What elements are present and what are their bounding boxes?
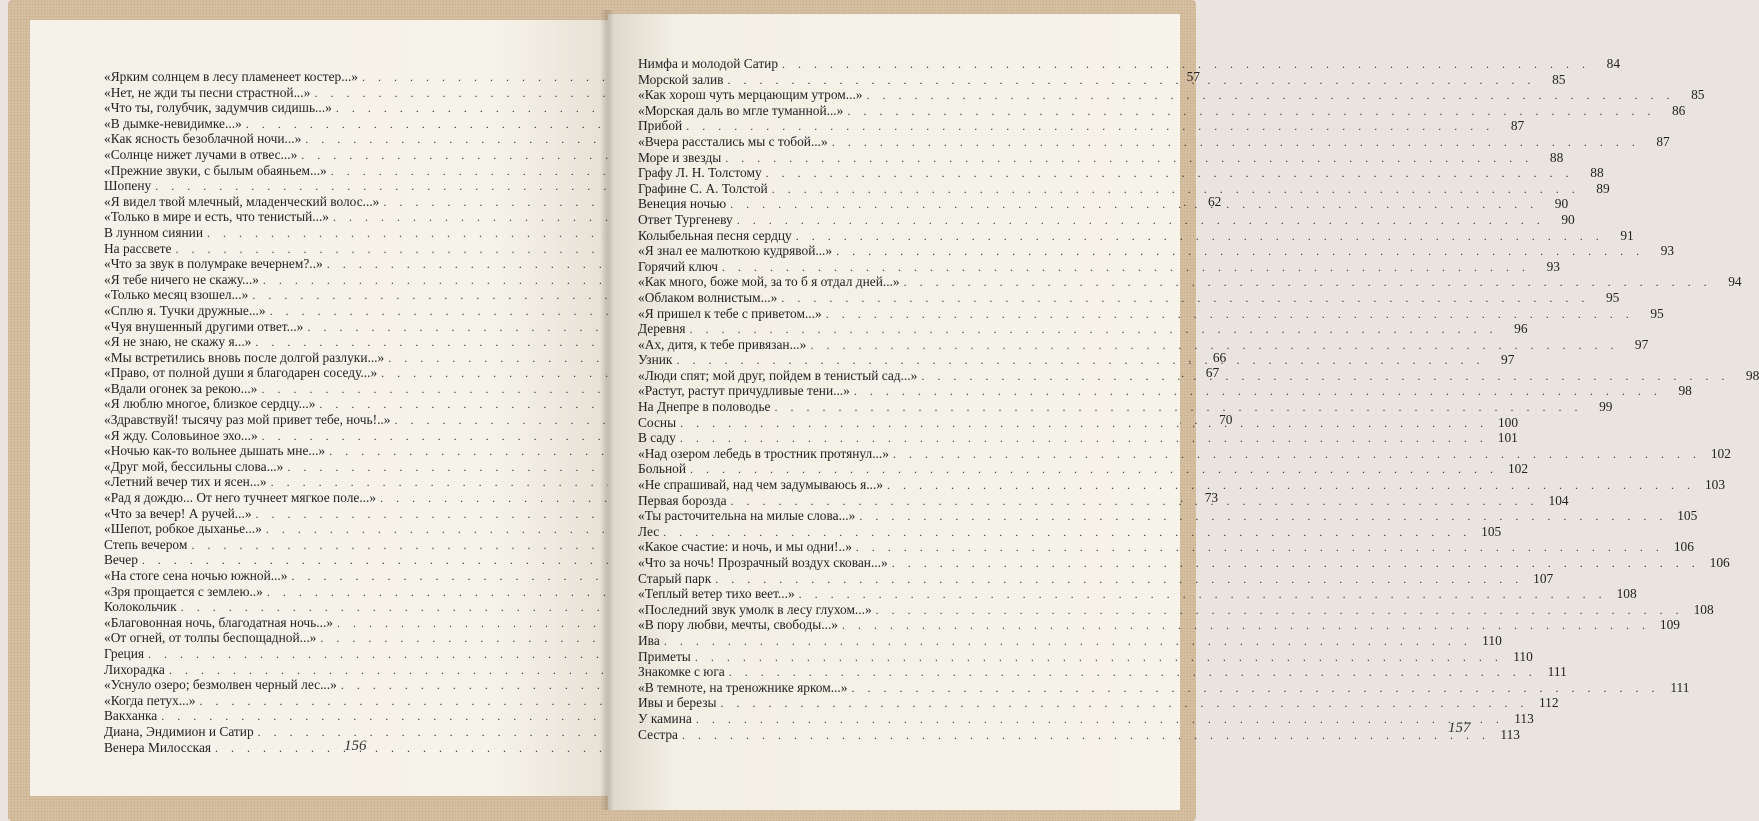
toc-entry xyxy=(638,56,1621,72)
toc-entry-title: «Вчера расстались мы с тобой...» xyxy=(638,133,828,149)
toc-entry-title: «Что за вечер! А ручей...» xyxy=(104,505,252,521)
toc-entry xyxy=(104,303,552,319)
toc-entry xyxy=(638,305,1664,322)
toc-entry xyxy=(104,116,552,132)
toc-entry xyxy=(638,695,1559,711)
toc-entry-title: «Я пришел к тебе с приветом...» xyxy=(638,305,822,321)
dot-leader xyxy=(730,197,1538,213)
toc-entry-title: На рассвете xyxy=(104,240,172,256)
toc-entry-title: «Только месяц взошел...» xyxy=(104,287,249,303)
toc-entry-page: 104 xyxy=(1548,492,1569,508)
toc-entry-title: «Ах, дитя, к тебе привязан...» xyxy=(638,336,807,352)
toc-entry xyxy=(104,708,552,724)
dot-leader xyxy=(696,712,1504,728)
dot-leader xyxy=(690,462,1498,478)
toc-entry-title: Морской залив xyxy=(638,71,724,87)
dot-leader xyxy=(731,494,1539,510)
toc-entry-title: На Днепре в половодье xyxy=(638,399,771,415)
toc-entry xyxy=(104,724,552,740)
toc-entry-title: «Уснуло озеро; безмолвен черный лес...» xyxy=(104,677,337,693)
toc-entry-page: 95 xyxy=(1605,289,1620,305)
dot-leader xyxy=(842,618,1650,634)
toc-entry-title: «Сплю я. Тучки дружные...» xyxy=(104,302,266,318)
toc-entry xyxy=(638,539,1694,555)
dot-leader xyxy=(766,166,1574,182)
toc-entry xyxy=(638,180,1610,197)
toc-entry-page: 112 xyxy=(1538,695,1559,711)
toc-entry-page: 67 xyxy=(1205,365,1220,381)
dot-leader xyxy=(892,556,1700,572)
toc-entry-title: «Не спрашивай, над чем задумываюсь я...» xyxy=(638,477,884,493)
toc-entry xyxy=(638,87,1705,103)
dot-leader xyxy=(680,416,1488,432)
toc-entry-title: «В дымке-невидимке...» xyxy=(104,115,242,131)
toc-entry-page: 88 xyxy=(1590,165,1604,181)
toc-entry-title: Первая борозда xyxy=(638,492,727,508)
toc-entry-page: 110 xyxy=(1482,632,1502,648)
toc-entry-title: «Я жду. Соловьиное эхо...» xyxy=(104,427,258,443)
toc-entry-title: «В пору любви, мечты, свободы...» xyxy=(638,617,838,633)
toc-entry-page: 87 xyxy=(1656,133,1670,149)
toc-entry-title: «Зря прощается с землею..» xyxy=(104,583,263,599)
toc-entry-title: «Прежние звуки, с былым обаяньем...» xyxy=(104,162,327,178)
toc-entry-page: 93 xyxy=(1546,258,1560,274)
toc-entry-title: «Солнце нижет лучами в отвес...» xyxy=(104,146,298,162)
toc-entry-title: «Только в мире и есть, что тенистый...» xyxy=(104,209,330,225)
toc-entry-title: Ответ Тургеневу xyxy=(638,211,733,227)
toc-entry-page: 106 xyxy=(1709,555,1730,570)
toc-entry-title: Сестра xyxy=(638,726,678,742)
dot-leader xyxy=(721,696,1529,712)
toc-entry xyxy=(638,664,1567,680)
dot-leader xyxy=(856,540,1664,556)
page-number-left: 156 xyxy=(344,738,367,754)
toc-entry xyxy=(104,584,552,600)
dot-leader xyxy=(682,728,1490,744)
toc-entry-title: Больной xyxy=(638,461,687,477)
toc-entry-title: «Право, от полной души я благодарен соседу...» xyxy=(104,365,378,381)
toc-entry-page: 95 xyxy=(1650,305,1664,321)
toc-entry xyxy=(638,445,1731,462)
toc-entry xyxy=(104,568,552,584)
dot-leader xyxy=(782,57,1590,73)
toc-entry-page: 107 xyxy=(1533,570,1554,586)
toc-entry-page: 86 xyxy=(1671,102,1686,118)
dot-leader xyxy=(695,650,1503,666)
toc-entry-page: 113 xyxy=(1500,726,1520,742)
dot-leader xyxy=(851,681,1659,697)
dot-leader xyxy=(690,322,1498,338)
toc-entry-title: «Я люблю многое, близкое сердцу...» xyxy=(104,396,316,412)
toc-entry-title: «Последний звук умолк в лесу глухом...» xyxy=(638,601,872,617)
toc-entry xyxy=(104,256,552,272)
toc-entry-title: Нимфа и молодой Сатир xyxy=(638,56,779,71)
toc-entry-page: 93 xyxy=(1660,243,1675,259)
toc-entry-title: «Рад я дождю... От него тучнеет мягкое поле...» xyxy=(104,490,377,506)
toc-entry-page: 109 xyxy=(1659,617,1680,633)
toc-entry xyxy=(104,521,552,537)
dot-leader xyxy=(893,447,1701,463)
toc-entry-page: 62 xyxy=(1207,193,1222,209)
toc-entry-title: В саду xyxy=(638,430,676,446)
toc-entry-page: 94 xyxy=(1728,274,1742,290)
toc-entry xyxy=(638,648,1533,665)
toc-entry-page: 88 xyxy=(1549,149,1564,165)
toc-entry-page: 111 xyxy=(1670,679,1690,695)
toc-entry-page: 89 xyxy=(1596,180,1610,196)
dot-leader xyxy=(847,104,1655,120)
toc-entry-title: «Что ты, голубчик, задумчив сидишь...» xyxy=(104,100,332,116)
toc-entry-page: 85 xyxy=(1552,71,1566,87)
toc-entry-title: «Нет, не жди ты песни страстной...» xyxy=(104,84,311,100)
dot-leader xyxy=(722,260,1530,276)
toc-entry-title: «Когда петух...» xyxy=(104,692,196,708)
toc-entry-title: «В темноте, на треножнике ярком...» xyxy=(638,679,848,695)
toc-entry-title: «Я знал ее малюткою кудрявой...» xyxy=(638,243,833,259)
toc-entry xyxy=(638,399,1613,415)
toc-entry-title: Деревня xyxy=(638,321,686,337)
toc-entry-title: «Благовонная ночь, благодатная ночь...» xyxy=(104,614,333,630)
dot-leader xyxy=(781,291,1589,307)
toc-entry-page: 70 xyxy=(1219,412,1233,428)
dot-leader xyxy=(904,275,1712,291)
dot-leader xyxy=(676,353,1484,369)
toc-entry xyxy=(638,243,1675,259)
toc-entry-page: 57 xyxy=(1186,69,1200,84)
toc-entry-page: 99 xyxy=(1599,399,1613,415)
toc-entry xyxy=(104,163,552,179)
toc-entry-title: «Морская даль во мгле туманной...» xyxy=(638,102,844,118)
dot-leader xyxy=(664,634,1472,650)
toc-entry-title: «Люди спят; мой друг, пойдем в тенистый сад...» xyxy=(638,367,918,383)
toc-entry xyxy=(638,258,1560,275)
dot-leader xyxy=(867,88,1675,104)
dot-leader xyxy=(737,213,1545,229)
toc-entry xyxy=(104,147,552,163)
toc-entry xyxy=(638,601,1714,618)
toc-entry xyxy=(104,740,552,756)
toc-entry xyxy=(104,630,552,646)
toc-entry xyxy=(104,287,552,303)
toc-entry-page: 106 xyxy=(1673,539,1694,555)
toc-entry-page: 97 xyxy=(1501,352,1515,368)
toc-entry xyxy=(638,508,1698,524)
toc-entry xyxy=(638,102,1686,119)
dot-leader xyxy=(859,509,1667,525)
toc-entry xyxy=(638,149,1564,166)
toc-entry-title: У камина xyxy=(638,710,692,726)
toc-entry-title: Лес xyxy=(638,523,660,539)
toc-entry-title: «Я тебе ничего не скажу...» xyxy=(104,271,259,287)
dot-leader xyxy=(799,587,1607,603)
toc-entry-title: Венера Милосская xyxy=(104,739,212,755)
dot-leader xyxy=(775,400,1583,416)
toc-entry-page: 66 xyxy=(1212,349,1227,365)
toc-entry xyxy=(638,570,1554,587)
toc-entry-title: «Вдали огонек за рекою...» xyxy=(104,380,258,396)
toc-entry-title: «Я видел твой млечный, младенческий волос...» xyxy=(104,193,380,209)
toc-entry xyxy=(104,552,552,568)
toc-entry xyxy=(638,523,1502,540)
toc-entry-title: Узник xyxy=(638,352,673,368)
toc-entry xyxy=(104,319,552,335)
toc-entry xyxy=(104,272,552,288)
toc-entry-title: Графине С. А. Толстой xyxy=(638,180,768,196)
dot-leader xyxy=(725,151,1533,167)
toc-entry-title: «От огней, от толпы беспощадной...» xyxy=(104,630,317,646)
toc-entry xyxy=(638,679,1690,696)
toc-entry-title: Приметы xyxy=(638,648,691,664)
toc-entry-title: «Как хорош чуть мерцающим утром...» xyxy=(638,87,863,103)
toc-entry-title: «Ночью как-то вольнее дышать мне...» xyxy=(104,443,326,459)
toc-entry-title: Вакханка xyxy=(104,708,158,724)
dot-leader xyxy=(686,119,1494,135)
toc-entry-title: В лунном сиянии xyxy=(104,224,204,240)
toc-entry xyxy=(104,459,552,475)
toc-entry-title: Прибой xyxy=(638,118,683,134)
toc-entry xyxy=(104,85,552,101)
toc-entry-title: Венеция ночью xyxy=(638,196,727,212)
toc-entry-page: 102 xyxy=(1710,445,1731,461)
toc-entry xyxy=(638,321,1528,337)
toc-entry-title: Вечер xyxy=(104,552,138,568)
toc-entry-title: «Растут, растут причудливые тени...» xyxy=(638,383,850,399)
dot-leader xyxy=(810,338,1618,354)
dot-leader xyxy=(832,135,1640,151)
toc-entry-page: 105 xyxy=(1677,508,1698,524)
dot-leader xyxy=(715,572,1523,588)
toc-entry xyxy=(104,615,552,631)
toc-entry-page: 90 xyxy=(1561,211,1575,227)
toc-entry xyxy=(638,617,1680,633)
toc-entry-title: Степь вечером xyxy=(104,536,188,552)
toc-entry-title: Колокольчик xyxy=(104,599,177,615)
toc-entry-title: «Ярким солнцем в лесу пламенеет костер...» xyxy=(104,69,358,84)
toc-entry-page: 110 xyxy=(1513,648,1533,664)
toc-entry xyxy=(638,227,1634,244)
dot-leader xyxy=(836,244,1644,260)
toc-entry-title: Сосны xyxy=(638,414,677,430)
toc-entry xyxy=(104,241,552,257)
toc-entry-title: «Друг мой, бессильны слова...» xyxy=(104,458,284,474)
toc-entry-title: Графу Л. Н. Толстому xyxy=(638,165,762,181)
toc-entry xyxy=(104,334,552,350)
toc-entry xyxy=(638,336,1649,353)
toc-entry xyxy=(638,555,1730,571)
toc-entry-page: 73 xyxy=(1204,490,1219,506)
toc-entry-title: «Здравствуй! тысячу раз мой привет тебе, ночь!..» xyxy=(104,412,391,428)
toc-entry-page: 98 xyxy=(1678,383,1692,399)
toc-entry xyxy=(104,396,552,412)
toc-entry-title: «Как ясность безоблачной ночи...» xyxy=(104,131,302,147)
toc-entry xyxy=(638,586,1637,602)
toc-entry-title: Диана, Эндимион и Сатир xyxy=(104,723,254,739)
toc-entry-title: «На стоге сена ночью южной...» xyxy=(104,568,288,583)
dot-leader xyxy=(680,431,1488,447)
toc-entry xyxy=(638,289,1620,306)
toc-entry-title: «Шепот, робкое дыханье...» xyxy=(104,521,262,537)
dot-leader xyxy=(921,369,1729,385)
toc-entry xyxy=(104,381,552,397)
toc-entry xyxy=(104,178,552,194)
toc-entry-title: Море и звезды xyxy=(638,149,722,165)
toc-entry-page: 105 xyxy=(1481,523,1502,539)
toc-entry xyxy=(104,100,552,116)
toc-entry xyxy=(104,131,552,147)
toc-entry-title: «Мы встретились вновь после долгой разлуки...» xyxy=(104,349,385,365)
toc-entry-page: 108 xyxy=(1616,586,1637,602)
toc-entry-page: 111 xyxy=(1547,664,1567,680)
toc-entry-title: Горячий ключ xyxy=(638,258,718,274)
toc-entry xyxy=(638,133,1670,150)
toc-entry-title: «Ты расточительна на милые слова...» xyxy=(638,508,856,524)
toc-entry-page: 113 xyxy=(1514,710,1534,726)
toc-entry-page: 103 xyxy=(1704,477,1726,493)
toc-entry xyxy=(104,677,552,693)
toc-entry xyxy=(638,118,1525,134)
toc-entry-page: 84 xyxy=(1606,56,1621,71)
toc-entry xyxy=(638,274,1742,290)
toc-entry-title: Шопену xyxy=(104,178,152,194)
toc-entry-title: «Я не знаю, не скажу я...» xyxy=(104,334,252,350)
toc-entry-page: 91 xyxy=(1620,227,1634,243)
toc-entry xyxy=(104,537,552,553)
dot-leader xyxy=(663,525,1471,541)
toc-entry xyxy=(638,165,1604,181)
toc-entry-title: Колыбельная песня сердцу xyxy=(638,227,792,243)
toc-entry-page: 87 xyxy=(1510,118,1525,134)
toc-entry-page: 98 xyxy=(1745,367,1759,383)
toc-entry xyxy=(104,209,552,225)
toc-entry-title: «Летний вечер тих и ясен...» xyxy=(104,474,267,490)
dot-leader xyxy=(876,603,1684,619)
toc-entry-title: Греция xyxy=(104,645,145,661)
toc-entry xyxy=(104,599,552,615)
toc-entry xyxy=(638,383,1692,399)
toc-entry-title: Знакомке с юга xyxy=(638,664,725,680)
toc-entry-title: «Теплый ветер тихо веет...» xyxy=(638,586,795,602)
toc-entry xyxy=(638,710,1534,727)
toc-entry-title: Ива xyxy=(638,632,660,648)
toc-entry-title: Старый парк xyxy=(638,570,712,586)
dot-leader xyxy=(887,478,1695,494)
toc-entry xyxy=(104,443,552,459)
toc-entry-page: 97 xyxy=(1634,336,1649,352)
toc-entry xyxy=(638,211,1575,228)
dot-leader xyxy=(727,73,1535,89)
toc-entry-page: 101 xyxy=(1497,430,1518,446)
toc-entry-title: «Как много, боже мой, за то б я отдал дней...» xyxy=(638,274,900,290)
toc-entry xyxy=(104,693,552,709)
toc-entry xyxy=(104,225,552,241)
toc-entry-page: 108 xyxy=(1693,601,1714,617)
dot-leader xyxy=(826,307,1634,323)
toc-entry xyxy=(638,461,1529,477)
dot-leader xyxy=(729,665,1537,681)
toc-entry xyxy=(638,430,1518,446)
toc-entry-title: Лихорадка xyxy=(104,661,165,677)
toc-entry-title: «Что за ночь! Прозрачный воздух скован...» xyxy=(638,555,888,570)
toc-entry-title: Ивы и березы xyxy=(638,695,717,711)
page-number-right: 157 xyxy=(1448,720,1471,736)
toc-entry-title: «Чуя внушенный другими ответ...» xyxy=(104,318,304,334)
toc-entry-page: 102 xyxy=(1507,461,1529,477)
toc-entry-title: «Какое счастие: и ночь, и мы одни!..» xyxy=(638,539,852,555)
toc-entry xyxy=(104,646,552,662)
toc-entry-page: 96 xyxy=(1514,321,1528,337)
toc-entry xyxy=(104,662,552,678)
toc-entry xyxy=(638,477,1726,493)
toc-entry xyxy=(104,428,552,444)
toc-entry-page: 90 xyxy=(1554,196,1569,212)
toc-entry xyxy=(638,632,1502,649)
dot-leader xyxy=(796,229,1604,245)
toc-entry xyxy=(104,474,552,490)
dot-leader xyxy=(854,384,1662,400)
dot-leader xyxy=(772,182,1580,198)
toc-entry-title: «Над озером лебедь в тростник протянул...» xyxy=(638,445,889,461)
toc-entry-title: «Что за звук в полумраке вечернем?..» xyxy=(104,256,323,272)
toc-entry-page: 100 xyxy=(1497,414,1519,430)
toc-entry xyxy=(104,506,552,522)
toc-entry-title: «Облаком волнистым...» xyxy=(638,289,778,305)
toc-entry-page: 85 xyxy=(1691,87,1705,103)
book-gutter xyxy=(600,10,614,810)
